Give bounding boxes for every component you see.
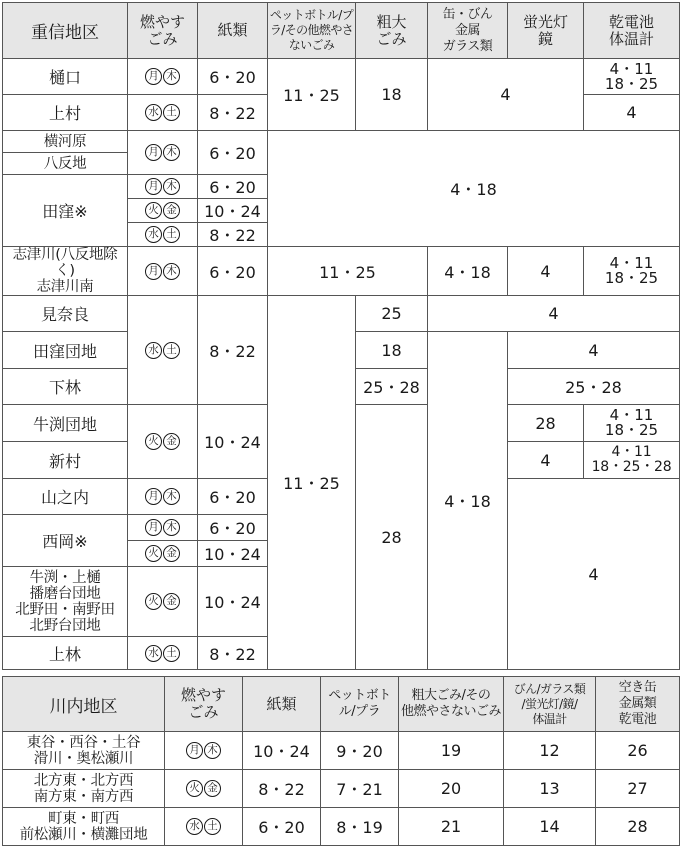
header-paper: 紙類: [198, 3, 268, 59]
battery-dates: 4: [584, 95, 680, 131]
paper-dates: 6・20: [198, 479, 268, 515]
header-petbottle: ペットボトル/プ ラ/その他燃やさ ないごみ: [268, 3, 356, 59]
area-cell: 牛渕団地: [3, 405, 128, 442]
paper-dates: 8・22: [243, 770, 321, 808]
day-circle-icon: 木: [163, 519, 180, 536]
day-circle-icon: 火: [186, 780, 203, 797]
petbottle-oversized-dates: 11・25: [268, 247, 428, 296]
area-cell: 牛渕・上樋 播磨台団地 北野田・南野田 北野台団地: [3, 567, 128, 637]
burnable-days: [128, 479, 198, 515]
header-cans: 缶・びん 金属 ガラス類: [428, 3, 508, 59]
day-circle-icon: 木: [163, 144, 180, 161]
petbottle-dates: 11・25: [268, 59, 356, 131]
burnable-days: [128, 541, 198, 567]
cans-dates: 28: [596, 808, 680, 846]
area-cell: 新村: [3, 442, 128, 479]
burnable-days: [165, 732, 243, 770]
burnable-days: [128, 175, 198, 199]
day-circle-icon: 火: [145, 433, 162, 450]
paper-dates: 10・24: [243, 732, 321, 770]
oversized-dates: 19: [399, 732, 504, 770]
day-circle-icon: 土: [163, 226, 180, 243]
cans-dates: 4・18: [428, 247, 508, 296]
day-circle-icon: 月: [145, 68, 162, 85]
area-cell: 西岡※: [3, 515, 128, 567]
battery-dates: 4・11 18・25・28: [584, 442, 680, 479]
fluorescent-battery-dates: 4: [508, 332, 680, 369]
burnable-days: [128, 637, 198, 670]
oversized-dates: 18: [356, 59, 428, 131]
burnable-days: [128, 95, 198, 131]
cans-fluorescent-battery-dates: 4: [428, 296, 680, 332]
petbottle-dates: 7・21: [321, 770, 399, 808]
paper-dates: 8・22: [198, 637, 268, 670]
paper-dates: 6・20: [198, 515, 268, 541]
day-circle-icon: 火: [145, 202, 162, 219]
battery-dates: 4・11 18・25: [584, 247, 680, 296]
fluorescent-dates: 28: [508, 405, 584, 442]
header-row: [3, 3, 680, 59]
day-circle-icon: 月: [145, 178, 162, 195]
day-circle-icon: 木: [163, 178, 180, 195]
day-circle-icon: 月: [186, 742, 203, 759]
oversized-dates: 25・28: [356, 369, 428, 405]
area-cell: 横河原: [3, 131, 128, 153]
header-petbottle: ペットボト ル/プラ: [321, 677, 399, 732]
header-bottles: びん/ガラス類 /蛍光灯/鏡/ 体温計: [504, 677, 596, 732]
area-cell: 樋口: [3, 59, 128, 95]
burnable-days: [128, 567, 198, 637]
paper-dates: 10・24: [198, 199, 268, 223]
day-circle-icon: 土: [163, 342, 180, 359]
paper-dates: 10・24: [198, 405, 268, 479]
header-burnable: 燃やす ごみ: [128, 3, 198, 59]
header-oversized: 粗大 ごみ: [356, 3, 428, 59]
burnable-days: [128, 199, 198, 223]
fluorescent-battery-dates: 4: [508, 479, 680, 670]
oversized-dates: 25: [356, 296, 428, 332]
header-paper: 紙類: [243, 677, 321, 732]
shigenobu-schedule-table: [2, 2, 680, 670]
oversized-dates: 28: [356, 405, 428, 670]
header-burnable: 燃やす ごみ: [165, 677, 243, 732]
area-cell: 上林: [3, 637, 128, 670]
petbottle-dates: 9・20: [321, 732, 399, 770]
fluorescent-dates: 4: [508, 247, 584, 296]
day-circle-icon: 金: [163, 593, 180, 610]
paper-dates: 6・20: [198, 59, 268, 95]
petbottle-dates: 11・25: [268, 296, 356, 670]
bottles-dates: 14: [504, 808, 596, 846]
burnable-days: [165, 770, 243, 808]
day-circle-icon: 土: [204, 818, 221, 835]
day-circle-icon: 水: [145, 342, 162, 359]
cans-dates: 27: [596, 770, 680, 808]
day-circle-icon: 金: [163, 202, 180, 219]
row-shitsukawa: [3, 247, 680, 296]
fluorescent-battery-dates: 25・28: [508, 369, 680, 405]
burnable-days: [128, 59, 198, 95]
area-cell: 町東・町西 前松瀬川・横灘団地: [3, 808, 165, 846]
day-circle-icon: 水: [145, 104, 162, 121]
paper-dates: 6・20: [198, 175, 268, 199]
fluorescent-dates: 4: [508, 442, 584, 479]
day-circle-icon: 木: [163, 263, 180, 280]
area-cell: 見奈良: [3, 296, 128, 332]
header-area: 川内地区: [3, 677, 165, 732]
paper-dates: 10・24: [198, 567, 268, 637]
area-cell: 東谷・西谷・土谷 滑川・奥松瀬川: [3, 732, 165, 770]
burnable-days: [128, 131, 198, 175]
burnable-days: [128, 405, 198, 479]
day-circle-icon: 土: [163, 645, 180, 662]
day-circle-icon: 木: [204, 742, 221, 759]
bottles-dates: 13: [504, 770, 596, 808]
area-cell: 八反地: [3, 153, 128, 175]
burnable-days: [128, 223, 198, 247]
table-row: [3, 808, 680, 846]
paper-dates: 8・22: [198, 95, 268, 131]
header-cans: 空き缶 金属類 乾電池: [596, 677, 680, 732]
row-minara: [3, 296, 680, 332]
paper-dates: 6・20: [198, 131, 268, 175]
day-circle-icon: 金: [163, 433, 180, 450]
day-circle-icon: 金: [204, 780, 221, 797]
paper-dates: 8・22: [198, 296, 268, 405]
header-batteries: 乾電池 体温計: [584, 3, 680, 59]
merged-collection-dates: 4・18: [268, 131, 680, 247]
day-circle-icon: 金: [163, 545, 180, 562]
header-area: 重信地区: [3, 3, 128, 59]
header-oversized: 粗大ごみ/その 他燃やさないごみ: [399, 677, 504, 732]
battery-dates: 4・11 18・25: [584, 59, 680, 95]
paper-dates: 8・22: [198, 223, 268, 247]
row-higuchi: [3, 59, 680, 95]
area-cell: 下林: [3, 369, 128, 405]
burnable-days: [165, 808, 243, 846]
row-yokogawara: [3, 131, 680, 153]
day-circle-icon: 水: [186, 818, 203, 835]
day-circle-icon: 月: [145, 144, 162, 161]
day-circle-icon: 土: [163, 104, 180, 121]
paper-dates: 10・24: [198, 541, 268, 567]
area-cell: 北方東・北方西 南方東・南方西: [3, 770, 165, 808]
cans-fluorescent-dates: 4: [428, 59, 584, 131]
day-circle-icon: 木: [163, 488, 180, 505]
header-row: [3, 677, 680, 732]
header-fluorescent: 蛍光灯 鏡: [508, 3, 584, 59]
day-circle-icon: 水: [145, 645, 162, 662]
kawauchi-schedule-table: [2, 676, 680, 846]
bottles-dates: 12: [504, 732, 596, 770]
paper-dates: 6・20: [243, 808, 321, 846]
oversized-dates: 21: [399, 808, 504, 846]
day-circle-icon: 月: [145, 519, 162, 536]
petbottle-dates: 8・19: [321, 808, 399, 846]
area-cell: 田窪団地: [3, 332, 128, 369]
battery-dates: 4・11 18・25: [584, 405, 680, 442]
day-circle-icon: 月: [145, 263, 162, 280]
area-cell: 上村: [3, 95, 128, 131]
burnable-days: [128, 296, 198, 405]
day-circle-icon: 火: [145, 545, 162, 562]
cans-dates: 4・18: [428, 332, 508, 670]
cans-dates: 26: [596, 732, 680, 770]
oversized-dates: 20: [399, 770, 504, 808]
oversized-dates: 18: [356, 332, 428, 369]
area-cell: 田窪※: [3, 175, 128, 247]
area-cell: 山之内: [3, 479, 128, 515]
day-circle-icon: 水: [145, 226, 162, 243]
burnable-days: [128, 247, 198, 296]
day-circle-icon: 火: [145, 593, 162, 610]
burnable-days: [128, 515, 198, 541]
day-circle-icon: 木: [163, 68, 180, 85]
area-cell: 志津川(八反地除く) 志津川南: [3, 247, 128, 296]
table-row: [3, 732, 680, 770]
day-circle-icon: 月: [145, 488, 162, 505]
table-row: [3, 770, 680, 808]
paper-dates: 6・20: [198, 247, 268, 296]
